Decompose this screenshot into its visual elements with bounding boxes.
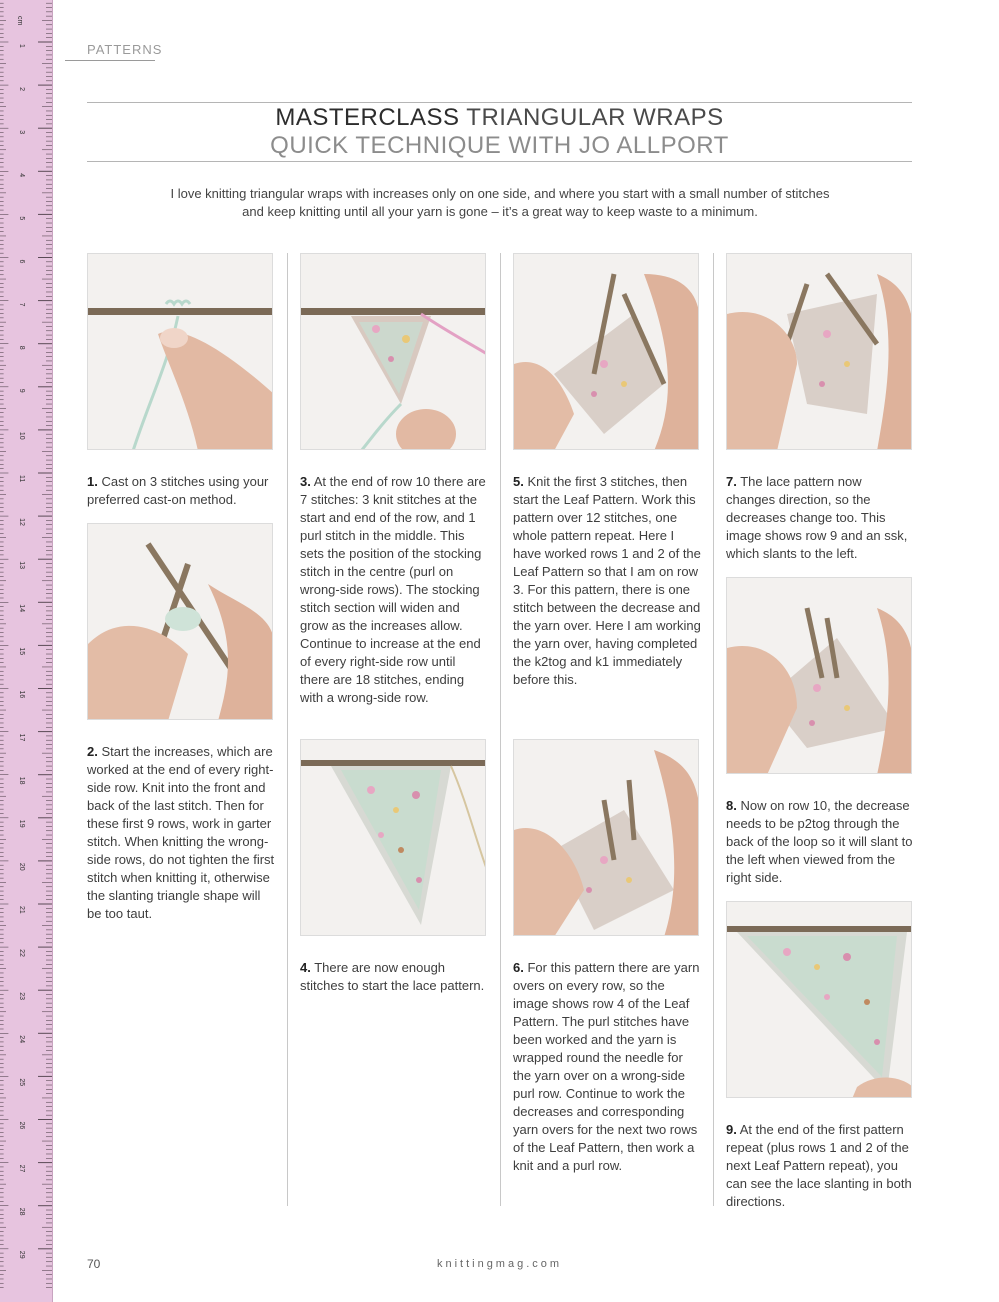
- intro-paragraph: [140, 185, 860, 221]
- step-1-text: [87, 473, 275, 509]
- step-number: 1.: [87, 474, 98, 489]
- step-body: For this pattern there are yarn overs on every row, so the image shows row 4 of the Leaf Pattern. The purl stitches have been worked and the yarn is wrapped round the needle for the yarn over on a wrong-side purl row. Continue to work the decreases and corresponding yarn overs for the next two rows of the Leaf Pattern, then work a knit and a purl row.: [513, 960, 700, 1173]
- ruler-number: 5: [18, 216, 25, 221]
- step-5-text: [513, 473, 701, 689]
- intro-line-2: and keep knitting until all your yarn is gone – it’s a great way to keep waste to a minimum.: [242, 204, 758, 219]
- ruler-number: 11: [18, 475, 25, 483]
- ruler-number: 22: [18, 949, 25, 957]
- ruler-number: 13: [18, 561, 25, 569]
- ruler-number: 23: [18, 992, 25, 1000]
- step-2-text: [87, 743, 275, 923]
- ruler-unit-label: cm: [16, 16, 23, 26]
- step-body: There are now enough stitches to start the lace pattern.: [300, 960, 485, 993]
- ruler-number: 6: [18, 259, 25, 264]
- ruler-number: 18: [18, 776, 25, 785]
- ruler-number: 14: [18, 604, 25, 613]
- step-4-text: [300, 959, 488, 995]
- step-9-photo: [726, 901, 912, 1098]
- page-number: 70: [87, 1257, 101, 1271]
- ruler-number: 29: [18, 1250, 25, 1259]
- step-body: At the end of row 10 there are 7 stitches: 3 knit stitches at the start and end of the row, and 1 purl stitch in the middle. This sets the position of the stocking stitch in the centre (purl on wrong-side rows). The stocking stitch section will widen and grow as the increases allow. Continue to increase at the end of every right-side row until there are 18 stitches, ending with a wrong-side row.: [300, 474, 486, 705]
- ruler-number: 21: [18, 906, 25, 914]
- step-body: At the end of the first pattern repeat (plus rows 1 and 2 of the next Leaf Pattern repeat), you can see the lace slanting in both directions.: [726, 1122, 912, 1209]
- step-body: Start the increases, which are worked at the end of every right-side row. Knit into the front and back of the last stitch. Then for these first 9 rows, work in garter stitch. When knitting the wrong-side rows, do not tighten the first stitch when knitting it, otherwise the slanting triangle shape will be too taut.: [87, 744, 275, 921]
- step-number: 9.: [726, 1122, 737, 1137]
- intro-line-1: I love knitting triangular wraps with increases only on one side, and where you start with a small number of stitches: [170, 186, 830, 201]
- title-strong: MASTERCLASS: [275, 104, 460, 131]
- step-7-text: [726, 473, 914, 563]
- step-body: Now on row 10, the decrease needs to be p2tog through the back of the loop so it will slant to the left when viewed from the right side.: [726, 798, 913, 885]
- ruler-number: 16: [18, 690, 25, 699]
- step-8-text: [726, 797, 914, 887]
- ruler-number: 25: [18, 1078, 25, 1087]
- ruler-number: 27: [18, 1164, 25, 1173]
- step-5-photo: [513, 253, 699, 450]
- ruler-number: 17: [18, 733, 25, 742]
- ruler-ticks: [0, 0, 52, 1302]
- step-4-photo: [300, 739, 486, 936]
- ruler-number: 4: [18, 173, 25, 178]
- column-divider: [500, 253, 501, 1206]
- ruler-number: 20: [18, 862, 25, 871]
- measuring-ruler: [0, 0, 53, 1302]
- column-divider: [287, 253, 288, 1206]
- step-6-text: [513, 959, 701, 1175]
- ruler-number: 3: [18, 130, 25, 135]
- ruler-number: 10: [18, 431, 25, 440]
- step-1-photo: [87, 253, 273, 450]
- step-body: Knit the first 3 stitches, then start the Leaf Pattern. Work this pattern over 12 stitches, one whole pattern repeat. Here I have worked rows 1 and 2 of the Leaf Pattern so that I am on row 3. For this pattern, there is one stitch between the decrease and the yarn over. Here I am working the yarn over, having completed the k2tog and k1 immediately before this.: [513, 474, 701, 687]
- step-number: 2.: [87, 744, 98, 759]
- title-top-rule: [87, 102, 912, 103]
- footer-website: knittingmag.com: [436, 1258, 563, 1270]
- ruler-number: 19: [18, 819, 25, 828]
- section-underline: [65, 60, 155, 61]
- ruler-number: 12: [18, 518, 25, 526]
- ruler-number: 28: [18, 1207, 25, 1216]
- ruler-number: 1: [18, 44, 25, 48]
- step-2-photo: [87, 523, 273, 720]
- ruler-number: 7: [18, 302, 25, 307]
- step-number: 3.: [300, 474, 311, 489]
- step-number: 7.: [726, 474, 737, 489]
- step-number: 4.: [300, 960, 311, 975]
- ruler-number: 15: [18, 647, 25, 656]
- ruler-number: 24: [18, 1035, 25, 1044]
- step-number: 8.: [726, 798, 737, 813]
- title-bottom-rule: [87, 161, 912, 162]
- step-6-photo: [513, 739, 699, 936]
- step-7-photo: [726, 253, 912, 450]
- ruler-number: 26: [18, 1121, 25, 1130]
- step-9-text: [726, 1121, 914, 1211]
- section-label: PATTERNS: [87, 42, 163, 57]
- ruler-number: 8: [18, 345, 25, 350]
- page-title: [87, 104, 912, 132]
- step-8-photo: [726, 577, 912, 774]
- step-number: 5.: [513, 474, 524, 489]
- step-body: The lace pattern now changes direction, so the decreases change too. This image shows row 9 and an ssk, which slants to the left.: [726, 474, 908, 561]
- column-divider: [713, 253, 714, 1206]
- step-number: 6.: [513, 960, 524, 975]
- page-subtitle: QUICK TECHNIQUE WITH JO ALLPORT: [270, 132, 729, 159]
- ruler-number: 2: [18, 87, 25, 92]
- step-body: Cast on 3 stitches using your preferred cast-on method.: [87, 474, 269, 507]
- ruler-number: 9: [18, 388, 25, 393]
- step-3-text: [300, 473, 488, 707]
- step-3-photo: [300, 253, 486, 450]
- title-rest: TRIANGULAR WRAPS: [459, 104, 724, 131]
